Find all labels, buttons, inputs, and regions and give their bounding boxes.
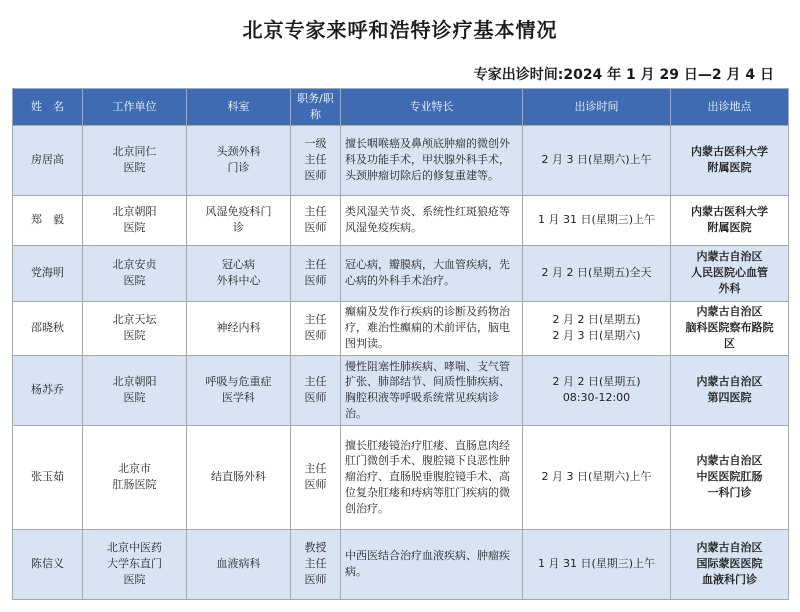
cell-unit: 北京安贞 医院	[83, 245, 187, 301]
expert-schedule-table	[12, 88, 789, 600]
table-row	[13, 125, 789, 195]
cell-title: 主任 医师	[291, 195, 341, 245]
cell-specialty: 擅长咽喉癌及鼻颅底肿瘤的微创外科及功能手术，甲状腺外科手术，头颈肿瘤切除后的修复重建等。	[341, 125, 523, 195]
cell-name: 陈信义	[13, 529, 83, 599]
table-row	[13, 425, 789, 529]
cell-unit: 北京同仁 医院	[83, 125, 187, 195]
cell-time: 2 月 2 日(星期五)全天	[523, 245, 671, 301]
cell-dept: 结直肠外科	[187, 425, 291, 529]
cell-unit: 北京天坛 医院	[83, 301, 187, 355]
cell-time: 1 月 31 日(星期三)上午	[523, 529, 671, 599]
cell-dept: 呼吸与危重症 医学科	[187, 355, 291, 425]
cell-time: 2 月 3 日(星期六)上午	[523, 125, 671, 195]
cell-title: 教授 主任 医师	[291, 529, 341, 599]
cell-title: 主任 医师	[291, 425, 341, 529]
cell-name: 杨苏乔	[13, 355, 83, 425]
cell-name: 党海明	[13, 245, 83, 301]
cell-place: 内蒙古医科大学 附属医院	[671, 125, 789, 195]
cell-title: 主任 医师	[291, 245, 341, 301]
header-place: 出诊地点	[671, 89, 789, 126]
table-row	[13, 529, 789, 599]
header-dept: 科室	[187, 89, 291, 126]
cell-dept: 冠心病 外科中心	[187, 245, 291, 301]
header-name: 姓 名	[13, 89, 83, 126]
table-header-row	[13, 89, 789, 126]
page-title: 北京专家来呼和浩特诊疗基本情况	[242, 18, 558, 42]
cell-name: 郑 毅	[13, 195, 83, 245]
header-time: 出诊时间	[523, 89, 671, 126]
cell-place: 内蒙古自治区 第四医院	[671, 355, 789, 425]
cell-unit: 北京朝阳 医院	[83, 195, 187, 245]
cell-specialty: 冠心病，瓣膜病，大血管疾病，先心病的外科手术治疗。	[341, 245, 523, 301]
cell-dept: 神经内科	[187, 301, 291, 355]
cell-title: 主任 医师	[291, 355, 341, 425]
cell-place: 内蒙古医科大学 附属医院	[671, 195, 789, 245]
table-row	[13, 195, 789, 245]
header-specialty: 专业特长	[341, 89, 523, 126]
cell-time: 2 月 3 日(星期六)上午	[523, 425, 671, 529]
cell-place: 内蒙古自治区 人民医院心血管 外科	[671, 245, 789, 301]
cell-title: 主任 医师	[291, 301, 341, 355]
cell-unit: 北京朝阳 医院	[83, 355, 187, 425]
cell-unit: 北京市 肛肠医院	[83, 425, 187, 529]
table-row	[13, 245, 789, 301]
cell-specialty: 慢性阻塞性肺疾病、哮喘、支气管扩张、肺部结节、间质性肺疾病、胸腔积液等呼吸系统常见疾病诊治。	[341, 355, 523, 425]
cell-dept: 风湿免疫科门 诊	[187, 195, 291, 245]
header-unit: 工作单位	[83, 89, 187, 126]
cell-specialty: 癫痫及发作行疾病的诊断及药物治疗，难治性癫痫的术前评估，脑电图判读。	[341, 301, 523, 355]
cell-title: 一级 主任 医师	[291, 125, 341, 195]
cell-time: 2 月 2 日(星期五) 08:30-12:00	[523, 355, 671, 425]
schedule-period: 专家出诊时间:2024 年 1 月 29 日—2 月 4 日	[473, 67, 774, 83]
table-row	[13, 301, 789, 355]
cell-specialty: 中西医结合治疗血液疾病、肿瘤疾病。	[341, 529, 523, 599]
cell-name: 邵晓秋	[13, 301, 83, 355]
cell-time: 1 月 31 日(星期三)上午	[523, 195, 671, 245]
cell-dept: 血液病科	[187, 529, 291, 599]
cell-specialty: 类风湿关节炎、系统性红斑狼疮等风湿免疫疾病。	[341, 195, 523, 245]
cell-name: 房居高	[13, 125, 83, 195]
cell-specialty: 擅长肛瘘镜治疗肛瘘、直肠息肉经肛门微创手术、腹腔镜下良恶性肿瘤治疗、直肠脱垂腹腔镜手术、高位复杂肛瘘和痔病等肛门疾病的微创治疗。	[341, 425, 523, 529]
table-row	[13, 355, 789, 425]
header-title: 职务/职 称	[291, 89, 341, 126]
cell-time: 2 月 2 日(星期五) 2 月 3 日(星期六)	[523, 301, 671, 355]
cell-place: 内蒙古自治区 脑科医院察布路院 区	[671, 301, 789, 355]
cell-place: 内蒙古自治区 中医医院肛肠 一科门诊	[671, 425, 789, 529]
cell-name: 张玉茹	[13, 425, 83, 529]
cell-dept: 头颈外科 门诊	[187, 125, 291, 195]
cell-unit: 北京中医药 大学东直门 医院	[83, 529, 187, 599]
cell-place: 内蒙古自治区 国际蒙医医院 血液科门诊	[671, 529, 789, 599]
